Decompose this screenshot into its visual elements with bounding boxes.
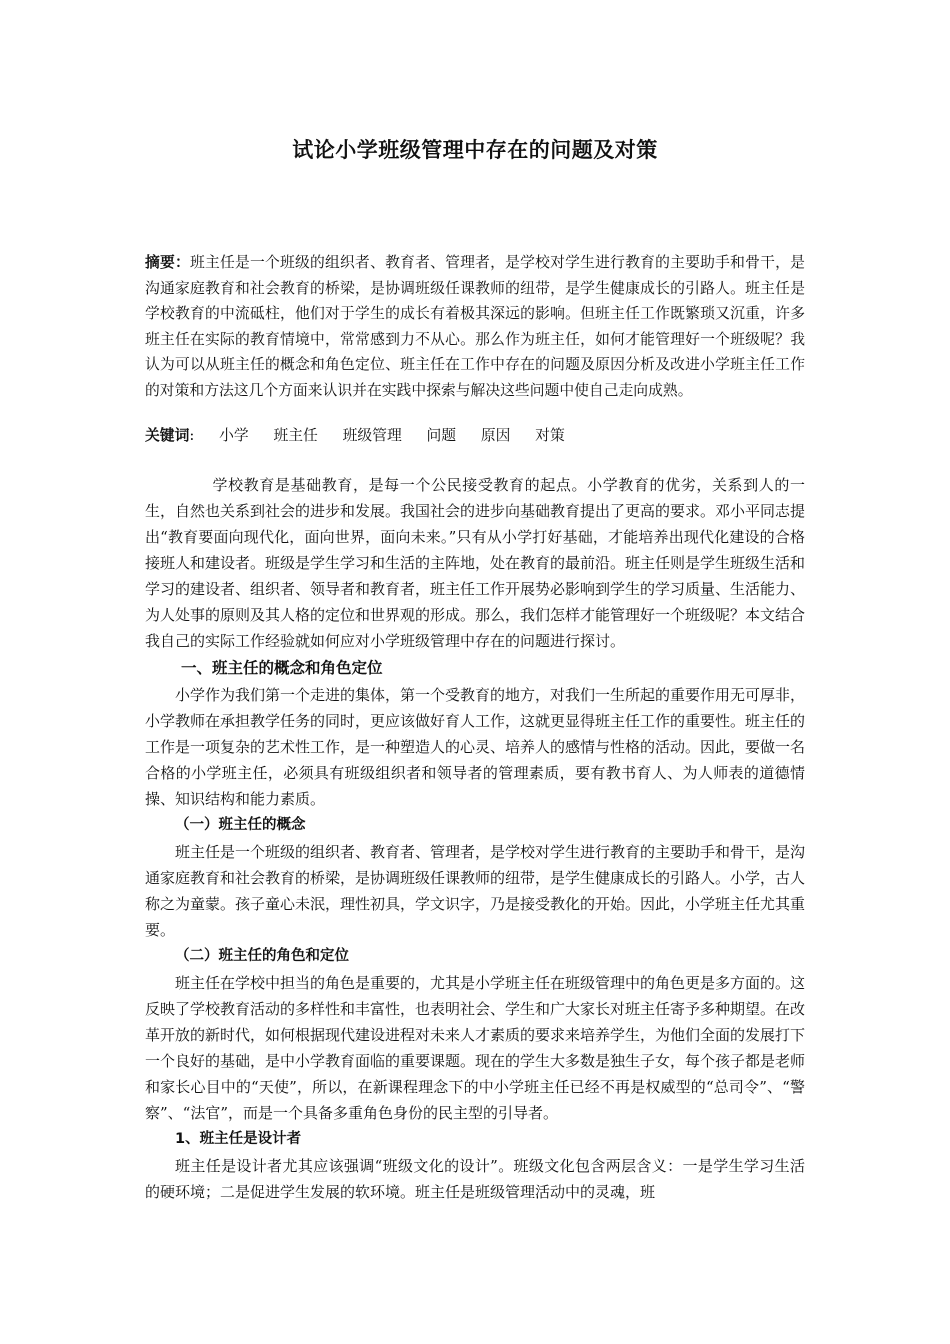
keywords <box>145 424 805 448</box>
subsection-heading: （一）班主任的概念 <box>175 817 306 833</box>
abstract-label: 摘要： <box>145 254 191 271</box>
section-heading: 一、班主任的概念和角色定位 <box>181 659 383 677</box>
body-paragraph: 班主任是设计者尤其应该强调“班级文化的设计”。班级文化包含两层含义：一是学生学习生活的硬环境；二是促进学生发展的软环境。班主任是班级管理活动中的灵魂，班 <box>145 1157 805 1201</box>
keyword-item: 问题 <box>426 427 457 444</box>
keywords-colon: : <box>189 427 195 444</box>
abstract-text: 班主任是一个班级的组织者、教育者、管理者，是学校对学生进行教育的主要助手和骨干，是沟通家庭教育和社会教育的桥梁，是协调班级任课教师的纽带，是学生健康成长的引路人。班主任是学校教育的中流砥柱，他们对于学生的成长有着极其深远的影响。但班主任工作既繁琐又沉重，许多班主任在实际的教育情境中，常常感到力不从心。那么作为班主任，如何才能管理好一个班级呢？我认为可以从班主任的概念和角色定位、班主任在工作中存在的问题及原因分析及改进小学班主任工作的对策和方法这几个方面来认识并在实践中探索与解决这些问题中使自己走向成熟。 <box>145 254 805 399</box>
body-paragraph: 班主任是一个班级的组织者、教育者、管理者，是学校对学生进行教育的主要助手和骨干，是沟通家庭教育和社会教育的桥梁，是协调班级任课教师的纽带，是学生健康成长的引路人。小学，古人称之为童蒙。孩子童心未泯，理性初具，学文识字，乃是接受教化的开始。因此，小学班主任尤其重要。 <box>145 843 806 939</box>
keyword-item: 对策 <box>535 427 565 444</box>
keyword-item: 班级管理 <box>342 427 402 444</box>
body-paragraph: 小学作为我们第一个走进的集体，第一个受教育的地方，对我们一生所起的重要作用无可厚非，小学教师在承担教学任务的同时，更应该做好育人工作，这就更显得班主任工作的重要性。班主任的工作是一项复杂的艺术性工作，是一种塑造人的心灵、培养人的感情与性格的活动。因此，要做一名合格的小学班主任，必须具有班级组织者和领导者的管理素质，要有教书育人、为人师表的道德情操、知识结构和能力素质。 <box>145 686 806 808</box>
abstract <box>145 250 805 404</box>
body-paragraph: 班主任在学校中担当的角色是重要的，尤其是小学班主任在班级管理中的角色更是多方面的。这反映了学校教育活动的多样性和丰富性，也表明社会、学生和广大家长对班主任寄予多种期望。在改革开放的新时代，如何根据现代建设进程对未来人才素质的要求来培养学生，为他们全面的发展打下一个良好的基础，是中小学教育面临的重要课题。现在的学生大多数是独生子女，每个孩子都是老师和家长心目中的“天使”，所以，在新课程理念下的中小学班主任已经不再是权威型的“总司令”、“警察”、“法官”，而是一个具备多重角色身份的民主型的引导者。 <box>145 974 806 1122</box>
keyword-item: 小学 <box>219 427 249 444</box>
document-body <box>145 472 805 1205</box>
document-title: 试论小学班级管理中存在的问题及对策 <box>292 138 658 162</box>
keyword-item: 班主任 <box>273 427 318 444</box>
keyword-item: 原因 <box>480 427 511 444</box>
keywords-label: 关键词 <box>145 427 190 444</box>
intro-paragraph: 学校教育是基础教育，是每一个公民接受教育的起点。小学教育的优劣，关系到人的一生，自然也关系到社会的进步和发展。我国社会的进步向基础教育提出了更高的要求。邓小平同志提出“教育要面向现代化，面向世界，面向未来。”只有从小学打好基础，才能培养出现代化建设的合格接班人和建设者。班级是学生学习和生活的主阵地，处在教育的最前沿。班主任则是学生班级生活和学习的建设者、组织者、领导者和教育者，班主任工作开展势必影响到学生的学习质量、生活能力、为人处事的原则及其人格的定位和世界观的形成。那么，我们怎样才能管理好一个班级呢？本文结合我自己的实际工作经验就如何应对小学班级管理中存在的问题进行探讨。 <box>145 476 806 650</box>
subsection-heading: （二）班主任的角色和定位 <box>175 948 349 964</box>
subsection-heading: 1、班主任是设计者 <box>175 1131 302 1147</box>
